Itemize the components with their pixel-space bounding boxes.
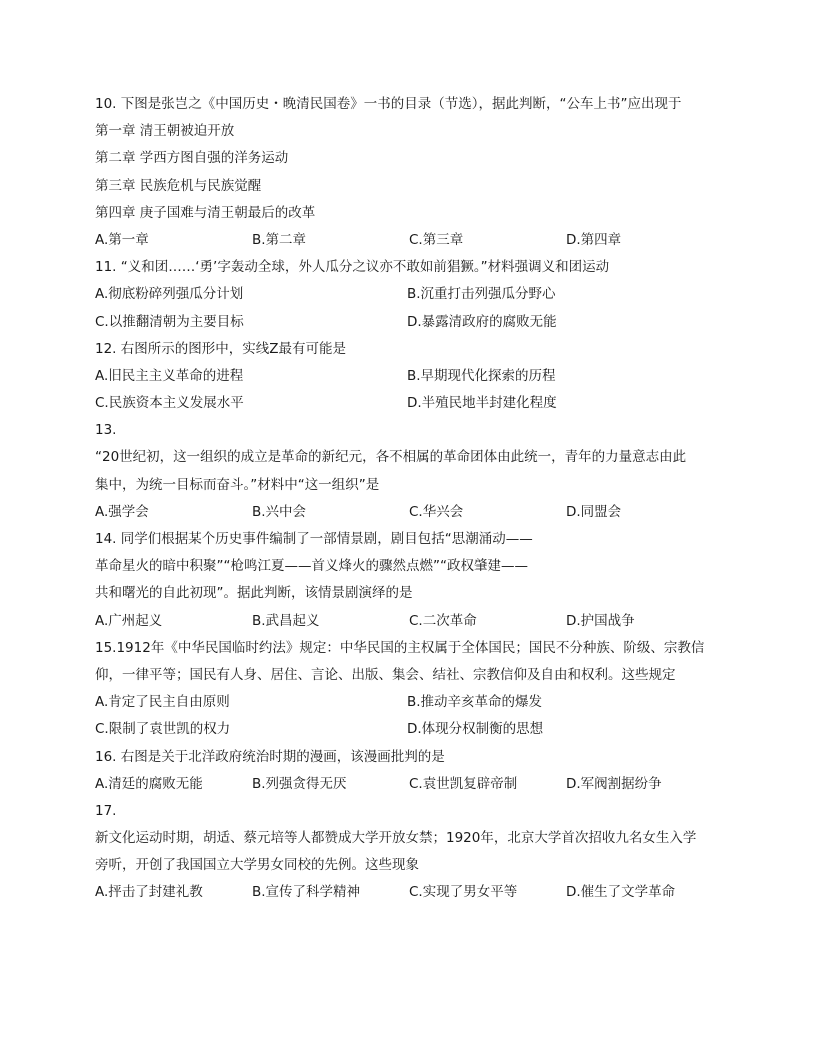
q10-option-b: B.第二章 xyxy=(252,231,307,248)
q10-option-a: A.第一章 xyxy=(95,231,149,248)
q11-option-b: B.沉重打击列强瓜分野心 xyxy=(407,286,556,303)
q17-stem-line-2: 旁听，开创了我国国立大学男女同校的先例。这些现象 xyxy=(95,857,419,874)
q14-option-c: C.二次革命 xyxy=(409,612,477,629)
q12-option-d: D.半殖民地半封建化程度 xyxy=(407,395,557,412)
q10-toc-2: 第二章 学西方图自强的洋务运动 xyxy=(95,150,289,167)
q10-options xyxy=(95,227,725,254)
q13-option-b: B.兴中会 xyxy=(252,503,307,520)
q11-stem: 11. “义和团……‘勇’字轰动全球，外人瓜分之议亦不敢如前猖獗。”材料强调义和团运动 xyxy=(95,259,610,276)
q11-options-row-1 xyxy=(95,281,725,308)
q13-option-c: C.华兴会 xyxy=(409,503,464,520)
q16-option-b: B.列强贪得无厌 xyxy=(252,775,347,792)
q17-number: 17. xyxy=(95,802,117,819)
q12-stem: 12. 右图所示的图形中，实线Z最有可能是 xyxy=(95,340,347,357)
q13-option-a: A.强学会 xyxy=(95,503,149,520)
q14-options xyxy=(95,608,725,635)
q17-option-c: C.实现了男女平等 xyxy=(409,884,518,901)
q15-option-c: C.限制了袁世凯的权力 xyxy=(95,721,231,738)
q17-option-d: D.催生了文学革命 xyxy=(566,884,676,901)
q13-option-d: D.同盟会 xyxy=(566,503,622,520)
q17-stem-line-1: 新文化运动时期，胡适、蔡元培等人都赞成大学开放女禁；1920年，北京大学首次招收九名女生入学 xyxy=(95,830,697,847)
q10-toc-3: 第三章 民族危机与民族觉醒 xyxy=(95,177,262,194)
q15-stem-line-2: 仰，一律平等；国民有人身、居住、言论、出版、集会、结社、宗教信仰及自由和权利。这些规定 xyxy=(95,666,676,683)
q12-options-row-2 xyxy=(95,390,725,417)
q13-stem-line-1: “20世纪初，这一组织的成立是革命的新纪元，各不相属的革命团体由此统一，青年的力量意志由此 xyxy=(95,449,687,466)
q17-option-b: B.宣传了科学精神 xyxy=(252,884,361,901)
q10-toc-1: 第一章 清王朝被迫开放 xyxy=(95,123,235,140)
q11-option-a: A.彻底粉碎列强瓜分计划 xyxy=(95,286,244,303)
q14-stem-line-1: 14. 同学们根据某个历史事件编制了一部情景剧，剧目包括“思潮涌动—— xyxy=(95,531,533,547)
q14-option-a: A.广州起义 xyxy=(95,612,163,629)
q16-option-a: A.清廷的腐败无能 xyxy=(95,775,203,792)
q14-option-d: D.护国战争 xyxy=(566,612,635,629)
q11-option-d: D.暴露清政府的腐败无能 xyxy=(407,313,557,330)
q15-options-row-1 xyxy=(95,689,725,716)
q17-option-a: A.抨击了封建礼教 xyxy=(95,884,203,901)
q11-options-row-2 xyxy=(95,309,725,336)
q14-stem-line-3: 共和曙光的自此初现”。据此判断，该情景剧演绎的是 xyxy=(95,585,413,602)
q12-option-a: A.旧民主主义革命的进程 xyxy=(95,367,244,384)
q13-number: 13. xyxy=(95,422,117,439)
q14-option-b: B.武昌起义 xyxy=(252,612,320,629)
q12-option-c: C.民族资本主义发展水平 xyxy=(95,395,244,412)
q17-options xyxy=(95,879,725,906)
q15-option-d: D.体现分权制衡的思想 xyxy=(407,721,544,738)
q15-option-a: A.肯定了民主自由原则 xyxy=(95,694,230,711)
q11-option-c: C.以推翻清朝为主要目标 xyxy=(95,313,244,330)
q15-options-row-2 xyxy=(95,716,725,743)
q15-option-b: B.推动辛亥革命的爆发 xyxy=(407,694,543,711)
q16-option-c: C.袁世凯复辟帝制 xyxy=(409,775,518,792)
q10-option-c: C.第三章 xyxy=(409,231,464,248)
exam-page xyxy=(95,91,725,907)
q10-option-d: D.第四章 xyxy=(566,231,622,248)
q12-option-b: B.早期现代化探索的历程 xyxy=(407,367,556,384)
q16-stem: 16. 右图是关于北洋政府统治时期的漫画，该漫画批判的是 xyxy=(95,748,445,765)
q13-stem-line-2: 集中，为统一目标而奋斗。”材料中“这一组织”是 xyxy=(95,476,380,493)
q16-option-d: D.军阀割据纷争 xyxy=(566,775,662,792)
q10-stem: 10. 下图是张岂之《中国历史・晚清民国卷》一书的目录（节选），据此判断，“公车上书”应出现于 xyxy=(95,96,682,112)
q14-stem-line-2: 革命星火的暗中积聚”“枪鸣江夏——首义烽火的骤然点燃”“政权肇建—— xyxy=(95,558,528,575)
q12-options-row-1 xyxy=(95,363,725,390)
q13-options xyxy=(95,499,725,526)
q10-toc-4: 第四章 庚子国难与清王朝最后的改革 xyxy=(95,204,316,221)
q15-stem-line-1: 15.1912年《中华民国临时约法》规定：中华民国的主权属于全体国民；国民不分种族、阶级、宗教信 xyxy=(95,639,705,656)
q16-options xyxy=(95,771,725,798)
